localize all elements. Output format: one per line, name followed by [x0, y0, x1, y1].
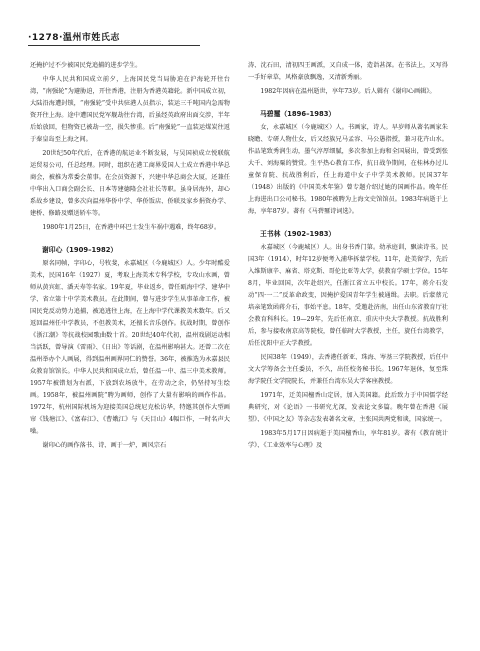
paragraph: 1982年因病在温州逝世，享年73岁。后人辑有《谢印心画辑》。 — [260, 88, 436, 95]
entry-title-ma-bixi: 马碧璽（1896–1983） — [260, 110, 336, 118]
paragraph: 永嘉城区（今鹿城区）人。出身书香门第。幼承庭训，飘读诗书。民国3年（1914），时年12岁便考入浦华拆蒙学校。11年，赴美留学，先后入维斯康辛、麻省、塔克斯、哥伦比亚等大学，获教育学硕士学位。15年8月，毕业回国，次年赴绍兴，任浙江省立五中校长。17年，蒋介石发动“四·一二”反革命政变，因掩护爱国青年学生被通缉。去职。后蒙蔡元培亲笔致函蒋介石，事始平息。18年，受邀赴济南，出任山东省教育厅社会教育科科长。19—29年，先后任南京、重庆中央大学教授。抗战胜利后，参与接收南京高等院校，曾任临时大学教授，主任，旋任台湾教学，后任沈阳中正大学教授。 — [248, 244, 448, 347]
right-column — [248, 60, 448, 454]
paragraph: 1971年，迁美国檀香山定居，加入美国籍。此后致力于中国儒学经典研究，对《论语》一书研究尤深，发表论文多篇。晚年曾在香港《展望》、《中国之友》等杂志发表著名文章，主张国共两党和谈，国家统一。 — [248, 392, 448, 423]
page-header — [28, 30, 120, 43]
paragraph: 中华人民共和国成立前夕，上海国民党当局胁迫在沪海轮开往台湾，“南强轮”为避胁迫，开往香港，注册为香港英籍轮。新中国成立初，大陆沿海遭封锁，“南强轮”受中共驻港人员指示，装运三千吨国内急需物资开往上海。途中遭国民党军舰劫往台湾，后虽经英政府出面交涉，半年后始放回，但物资已被劫一空，损失惨重。后“南强轮”一直装运煤炭往返于秦皇岛至上海之间。 — [30, 76, 230, 143]
paragraph: 1980年1月25日，在香港中环巴士发生车祸中遇难，终年68岁。 — [42, 224, 221, 231]
book-title: 温州市姓氏志 — [62, 33, 120, 43]
header-rule — [28, 45, 200, 46]
entry-title-wang-shulin: 王书林（1902–1983） — [260, 230, 336, 238]
paragraph: 原名同帧，字印心，号牧斐，永嘉城区（今鹿城区）人。少年时酷爱美术，民国16年（1927）夏，考取上海美术专科学校，专攻山水画，曾师从黄宾虹、潘天寿等名家。19年夏，毕业返乡，曾任瓯海中学、建华中学、省立第十中学美术教员。在此期间，曾与进步学生从事革命工作，被国民党反动势力追捕，被追逃往上海，在上海中学代课教美术数年。后又返回温州任中学教员，不但教美术，还擅长音乐创作。抗战时期，曾创作《浙江潮》等抗战校园歌曲数十首。20世纪40年代初，温州戏剧运动相当活跃，曾导演《雷雨》、《日出》等话剧，在温州影响甚大。还曾二次在温州举办个人画展，得到温州画界同仁的赞誉。36年，被推选为永嘉县民众教育馆馆长。中华人民共和国成立后，曾任温一中、温三中美术教师。1957年被错划为右派，下放到农场放牛，在劳动之余，仍坚持写生绘画。1958年，被温州画院“聘为画师，创作了大量有影响的画作作品。1972年，杭州国际机场为迎接美国总统尼克松访华，特邀其创作大型画帘《钱塘江》、《富春江》、《曹娥江》与《天目山》4幅巨作，一时名声大噪。 — [30, 260, 230, 435]
paragraph: 谢印心的画作落书、诗、画于一炉，画风宗石 — [42, 442, 167, 449]
paragraph: 女，永嘉城区（今鹿城区）人。书画家，诗人。早岁师从著名画家朱晓瞻、专研人物仕女，后又经族兄马孟容、马公愚指授，兼习花卉山水。作品笔致秀润生动，墨气淳厚细腻，多次参加上海和全国展出，曾受到张大千、刘海粟的赞赏。生平热心教育工作，抗日战争期间，在桂林办过儿童保育院、抗战胜利后，任上海道中女子中学美术教师。民国37年（1948）出版的《中国美术年鉴》曾专题介绍过她的国画作品。晚年任上海进出口公司秘书。1980年被聘为上海文史馆馆员。1983年病逝于上海，享年87岁。著有《马碧璽诗词选》。 — [248, 124, 448, 215]
paragraph: 民国38年（1949），去香港任新亚、珠海、岑基三学院教授，后任中文大学筹备会主任委员，不久，出任校务秘书长。1967年退休，复至珠海学院任文学院院长，并兼任台湾东吴大学客座教授。 — [248, 354, 448, 385]
paragraph: 1983年5月17日因病逝于美国檀香山，享年81岁。著有《教育统计学》、《工业效率与心理》及 — [248, 430, 448, 449]
paragraph: 涛、沈石田，清初四王画派，又自成一体，造诣甚深。在书法上，又写得一手好章草，风格豪放飘逸，又清新秀丽。 — [248, 62, 448, 81]
left-column — [30, 60, 230, 454]
paragraph: 还掩护过不少被国民党追捕的进步学生。 — [30, 62, 142, 69]
page-number: ·1278· — [28, 33, 63, 43]
paragraph: 20世纪50年代后，在香港的航运业不断发展，与吴国祯成立悦联航运贸易公司，任总经理。同时，组织在港工商界爱国人士成立香港中华总商会，被推为常委会董事。在会员资源下，兴建中华总商会大厦，还兼任中华出入口商会副会长、日本等建德隆会社社长等职。虽身居海外，却心系故乡建设，曾多次向温州华侨中学、华侨饭店、侨联及家乡捐资办学、建桥、修路及赠送轿车等。 — [30, 150, 230, 217]
entry-title-xie-yinxin: 谢印心（1909–1982） — [42, 246, 118, 254]
